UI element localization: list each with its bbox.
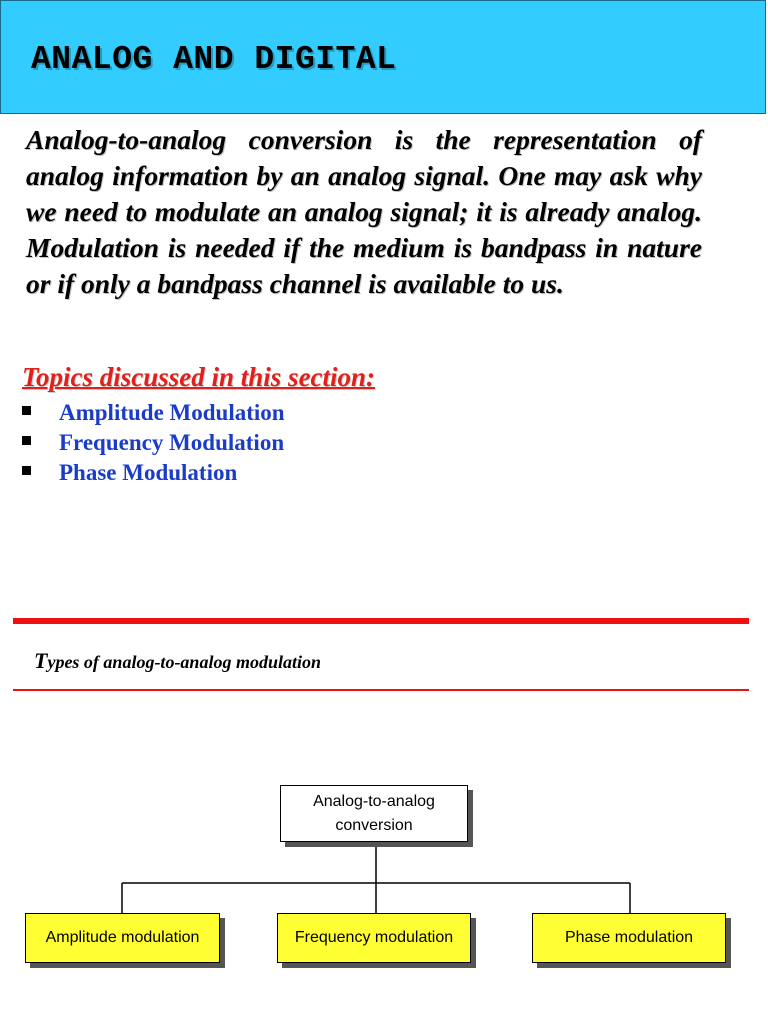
topic-label: Amplitude Modulation: [59, 400, 285, 425]
diagram-node-phase: Phase modulation: [532, 913, 726, 963]
modulation-diagram: [0, 770, 768, 980]
intro-paragraph: Analog-to-analog conversion is the representation of analog information by an analog signal. One may ask why we need to modulate an analog signal; it is already analog. Modulation is needed if the medium is bandpass in nature or if only a bandpass channel is available to us.: [26, 124, 702, 299]
diagram-root-node: Analog-to-analog conversion: [280, 785, 468, 842]
topic-label: Phase Modulation: [59, 460, 238, 485]
title-bar: [0, 0, 766, 114]
figure-caption-text: ypes of analog-to-analog modulation: [47, 652, 321, 672]
topic-item-frequency: [20, 428, 285, 458]
topic-item-amplitude: [20, 398, 285, 428]
diagram-node-frequency: Frequency modulation: [277, 913, 471, 963]
figure-caption-initial: T: [34, 648, 48, 673]
figure-caption-rule: [13, 689, 749, 691]
topic-label: Frequency Modulation: [59, 430, 285, 455]
topics-list: [20, 398, 285, 488]
topics-heading: Topics discussed in this section:: [22, 362, 376, 392]
topic-item-phase: [20, 458, 285, 488]
figure-top-rule: [13, 618, 749, 624]
square-bullet-icon: [22, 406, 31, 415]
figure-caption: [34, 648, 321, 674]
slide-title: ANALOG AND DIGITAL: [31, 41, 397, 78]
square-bullet-icon: [22, 466, 31, 475]
square-bullet-icon: [22, 436, 31, 445]
diagram-node-amplitude: Amplitude modulation: [25, 913, 220, 963]
